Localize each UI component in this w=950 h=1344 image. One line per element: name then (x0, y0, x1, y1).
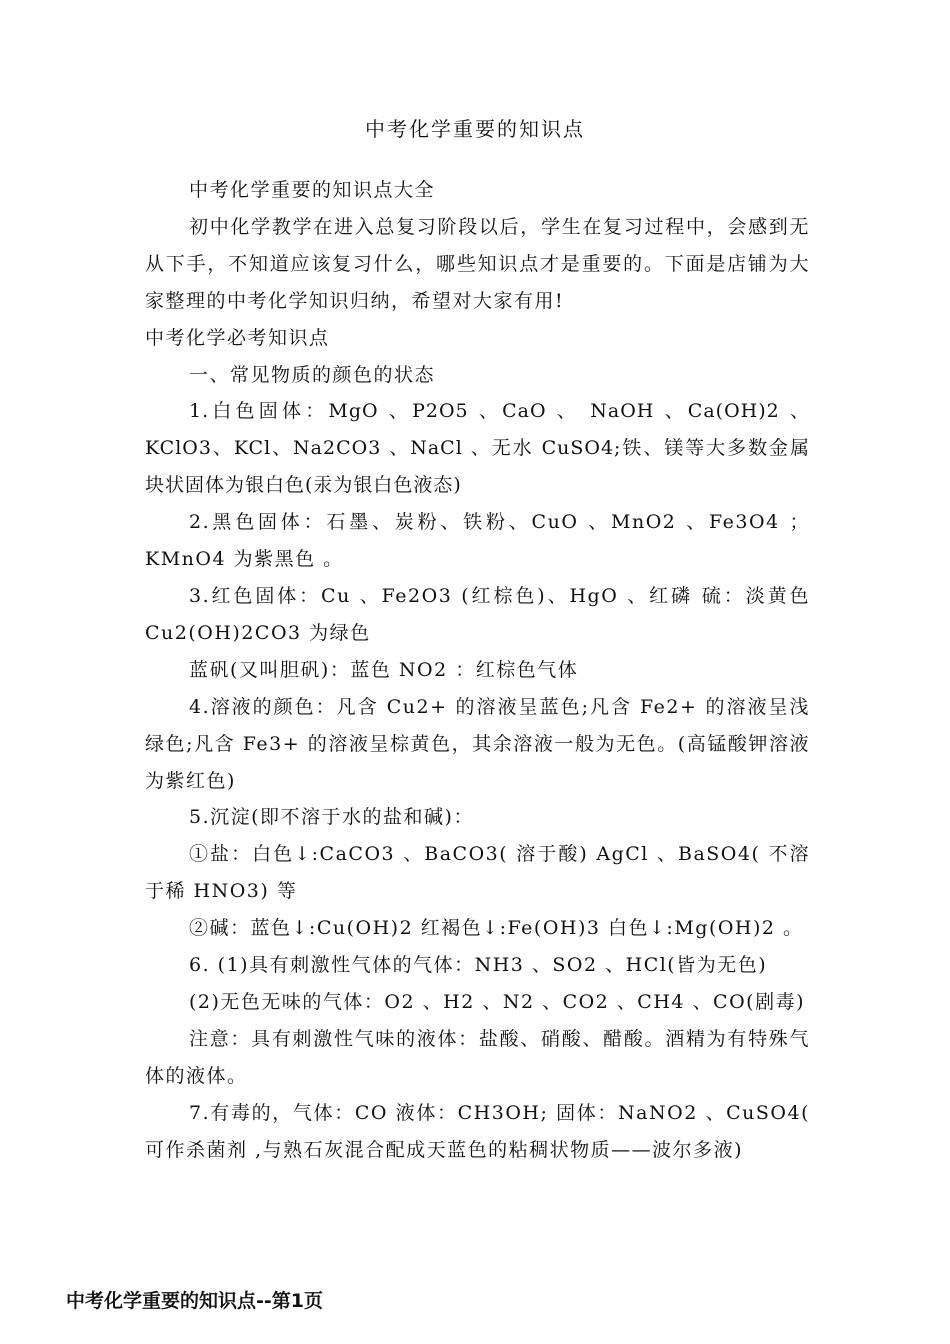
item-note-liquids: 注意：具有刺激性气味的液体：盐酸、硝酸、醋酸。酒精为有特殊气体的液体。 (145, 1027, 810, 1087)
section-heading: 中考化学必考知识点 (145, 326, 330, 349)
subsection-heading: 一、常见物质的颜色的状态 (189, 363, 436, 386)
subtitle-paragraph: 中考化学重要的知识点大全 (189, 179, 436, 201)
item-red-solids: 3.红色固体：Cu 、Fe2O3 (红棕色)、HgO 、红磷 硫：淡黄色 Cu2(OH)2CO3 为绿色 (145, 584, 810, 644)
item-toxic-substances: 7.有毒的，气体：CO 液体：CH3OH; 固体：NaNO2 、CuSO4( 可作杀菌剂 ,与熟石灰混合配成天蓝色的粘稠状物质——波尔多液) (145, 1101, 810, 1161)
page-footer: 中考化学重要的知识点--第1页 (66, 1290, 323, 1312)
item-precipitates: 5.沉淀(即不溶于水的盐和碱)： (189, 806, 474, 829)
item-black-solids: 2.黑色固体：石墨、炭粉、铁粉、CuO 、MnO2 、Fe3O4 ；KMnO4 为紫黑色 。 (145, 511, 810, 571)
item-precipitate-bases: ②碱：蓝色↓:Cu(OH)2 红褐色↓:Fe(OH)3 白色↓:Mg(OH)2 。 (189, 917, 804, 940)
item-precipitate-salts: ①盐：白色↓:CaCO3 、BaCO3( 溶于酸) AgCl 、BaSO4( 不溶于稀 HNO3) 等 (145, 843, 810, 903)
item-odorless-gases: (2)无色无味的气体：O2 、H2 、N2 、CO2 、CH4 、CO(剧毒) (189, 990, 805, 1013)
item-blue-vitriol: 蓝矾(又叫胆矾)：蓝色 NO2 ：红棕色气体 (189, 658, 579, 681)
intro-paragraph: 初中化学教学在进入总复习阶段以后，学生在复习过程中，会感到无从下手，不知道应该复习什么，哪些知识点才是重要的。下面是店铺为大家整理的中考化学知识归纳，希望对大家有用! (145, 215, 810, 312)
item-white-solids: 1.白色固体：MgO 、P2O5 、CaO 、 NaOH 、Ca(OH)2 、KClO3、KCl、Na2CO3 、NaCl 、无水 CuSO4;铁、镁等大多数金属块状固体为银白色(汞为银白色液态) (145, 400, 810, 497)
document-title: 中考化学重要的知识点 (365, 117, 585, 141)
document-body (145, 172, 810, 1168)
item-pungent-gases: 6. (1)具有刺激性气体的气体：NH3 、SO2 、HCl(皆为无色) (189, 954, 768, 977)
item-solution-colors: 4.溶液的颜色：凡含 Cu2+ 的溶液呈蓝色;凡含 Fe2+ 的溶液呈浅绿色;凡含 Fe3+ 的溶液呈棕黄色，其余溶液一般为无色。(高锰酸钾溶液为紫红色) (145, 695, 810, 792)
